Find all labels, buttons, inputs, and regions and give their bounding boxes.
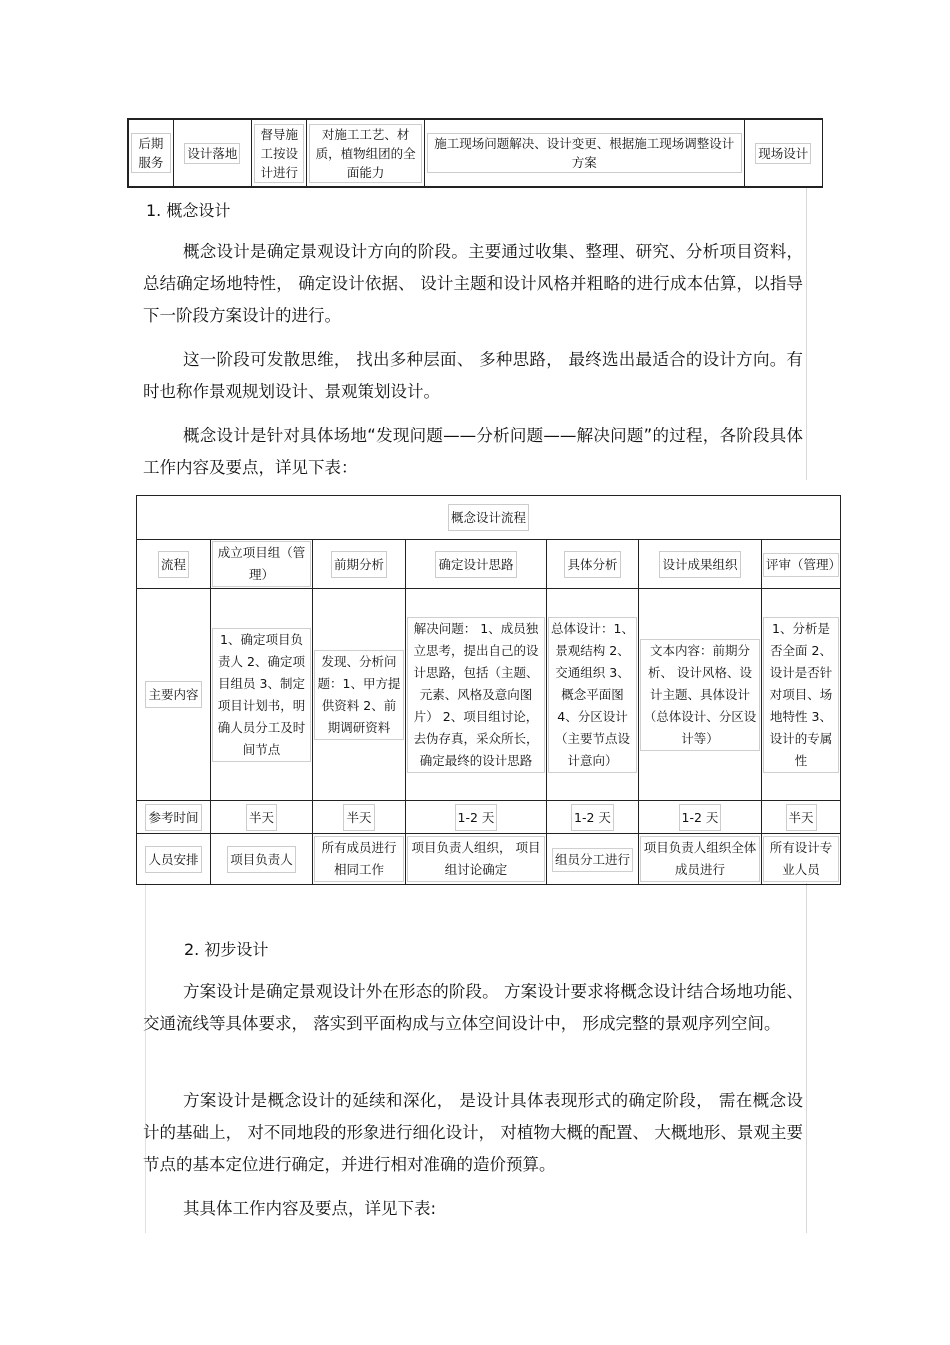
header-cell: 评审（管理） [762, 540, 841, 589]
table-cell: 1、确定项目负责人 2、确定项目组员 3、制定项目计划书，明确人员分工及时间节点 [211, 589, 313, 801]
table-cell: 项目负责人 [211, 834, 313, 885]
table-cell: 督导施工按设计进行 [252, 119, 307, 187]
paragraph: 这一阶段可发散思维， 找出多种层面、 多种思路， 最终选出最适合的设计方向。有时也称作景观规划设计、景观策划设计。 [143, 350, 803, 401]
header-cell: 确定设计思路 [406, 540, 547, 589]
table-title: 概念设计流程 [137, 496, 841, 540]
post-service-table [127, 118, 823, 188]
header-cell: 成立项目组（管理） [211, 540, 313, 589]
row-label: 参考时间 [137, 801, 211, 834]
table-cell: 1-2 天 [406, 801, 547, 834]
table-cell: 1-2 天 [547, 801, 639, 834]
header-cell: 流程 [137, 540, 211, 589]
table-cell: 总体设计：1、景观结构 2、交通组织 3、概念平面图 4、分区设计 （主要节点设计意向） [547, 589, 639, 801]
paragraph: 其具体工作内容及要点，详见下表: [183, 1199, 437, 1218]
table-header-row [137, 540, 841, 589]
table-cell: 半天 [762, 801, 841, 834]
concept-design-flow-table [136, 495, 841, 885]
table-row [128, 119, 823, 187]
table-row [137, 801, 841, 834]
table-cell: 半天 [211, 801, 313, 834]
table-cell: 半天 [313, 801, 406, 834]
table-cell: 所有设计专业人员 [762, 834, 841, 885]
row-label: 人员安排 [137, 834, 211, 885]
paragraph: 方案设计是概念设计的延续和深化， 是设计具体表现形式的确定阶段， 需在概念设计的基础上， 对不同地段的形象进行细化设计， 对植物大概的配置、 大概地形、景观主要节点的基本定位进行确定，并进行相对准确的造价预算。 [143, 1091, 803, 1174]
paragraph: 方案设计是确定景观设计外在形态的阶段。 方案设计要求将概念设计结合场地功能、 交通流线等具体要求， 落实到平面构成与立体空间设计中， 形成完整的景观序列空间。 [143, 982, 803, 1033]
table-cell: 设计落地 [173, 119, 251, 187]
table-cell: 施工现场问题解决、设计变更、根据施工现场调整设计方案 [424, 119, 744, 187]
paragraph: 概念设计是确定景观设计方向的阶段。主要通过收集、整理、研究、分析项目资料，总结确定场地特性， 确定设计依据、 设计主题和设计风格并粗略的进行成本估算，以指导下一阶段方案设计的进行。 [143, 242, 803, 325]
table-row [137, 834, 841, 885]
row-label: 主要内容 [137, 589, 211, 801]
page-edge-line [806, 883, 807, 1233]
table-cell: 项目负责人组织， 项目组讨论确定 [406, 834, 547, 885]
page-edge-line [806, 188, 807, 480]
header-cell: 设计成果组织 [639, 540, 762, 589]
table-cell: 解决问题： 1、成员独立思考，提出自己的设计思路，包括（主题、元素、风格及意向图片） 2、项目组讨论，去伪存真，采众所长， 确定最终的设计思路 [406, 589, 547, 801]
table-cell: 后期服务 [128, 119, 173, 187]
table-cell: 1-2 天 [639, 801, 762, 834]
table-cell: 项目负责人组织全体成员进行 [639, 834, 762, 885]
paragraph: 概念设计是针对具体场地“发现问题——分析问题——解决问题”的过程，各阶段具体工作内容及要点，详见下表： [143, 426, 803, 477]
table-cell: 现场设计 [744, 119, 822, 187]
section-heading: 1. 概念设计 [146, 201, 231, 220]
table-title-row [137, 496, 841, 540]
table-cell: 组员分工进行 [547, 834, 639, 885]
header-cell: 具体分析 [547, 540, 639, 589]
table-cell: 1、分析是否全面 2、设计是否针对项目、场地特性 3、设计的专属性 [762, 589, 841, 801]
table-cell: 文本内容：前期分析、 设计风格、设计主题、具体设计（总体设计、分区设计等） [639, 589, 762, 801]
table-cell: 对施工工艺、材质，植物组团的全面能力 [307, 119, 425, 187]
table-row [137, 589, 841, 801]
table-cell: 发现、分析问题：1、甲方提供资料 2、前期调研资料 [313, 589, 406, 801]
header-cell: 前期分析 [313, 540, 406, 589]
section-heading: 2. 初步设计 [184, 940, 269, 959]
table-cell: 所有成员进行相同工作 [313, 834, 406, 885]
